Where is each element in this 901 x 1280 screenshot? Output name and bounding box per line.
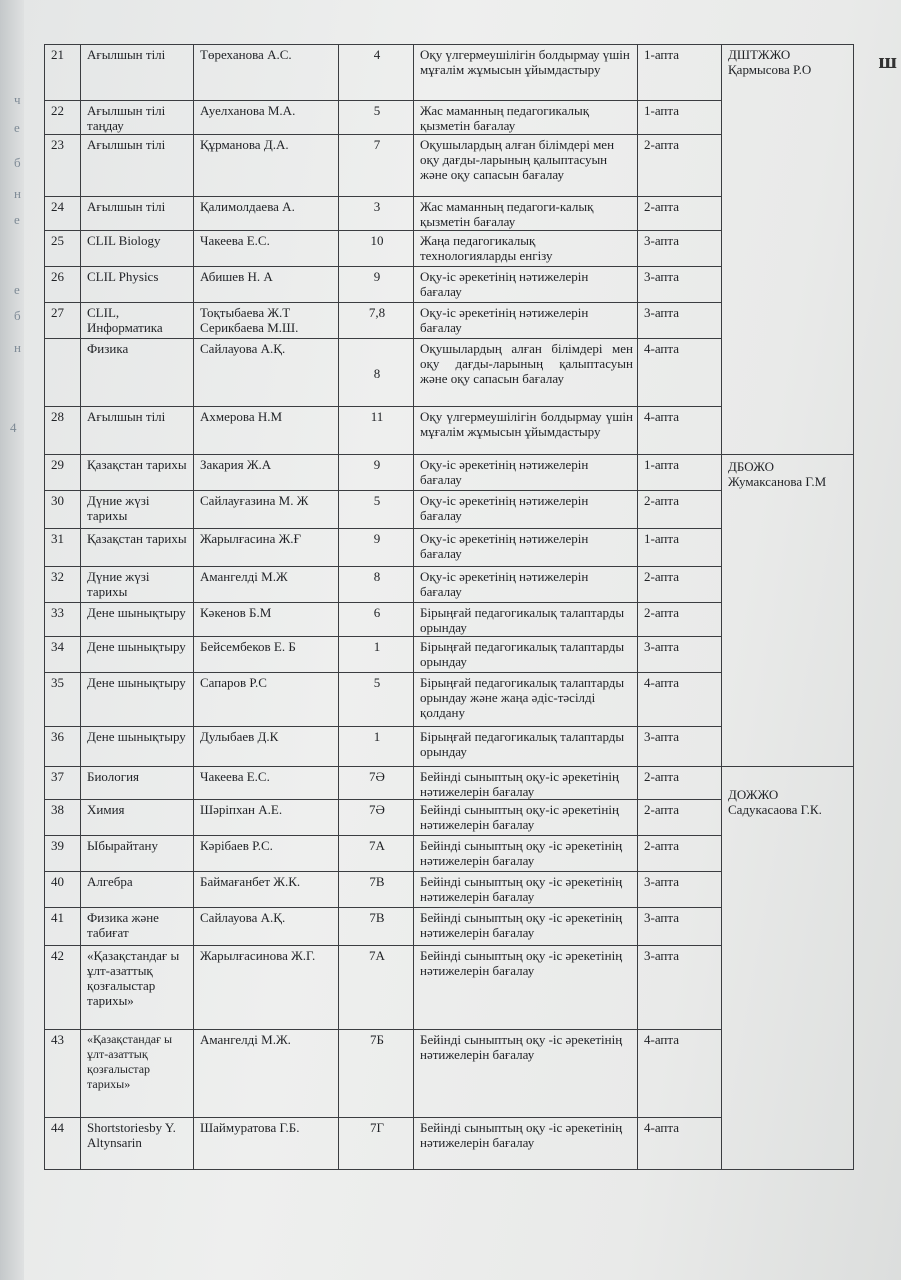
teacher-cell: Амангелді М.Ж xyxy=(194,567,339,603)
row-number: 35 xyxy=(45,673,81,727)
topic-cell: Бейінді сыныптың оқу -іс әрекетінің нәтижелерін бағалау xyxy=(414,908,638,946)
class-cell: 7А xyxy=(339,946,414,1030)
subject-cell: Ағылшын тілі xyxy=(81,135,194,197)
subject-cell: Дене шынықтыру xyxy=(81,727,194,767)
teacher-cell: Сайлауғазина М. Ж xyxy=(194,491,339,529)
row-number: 41 xyxy=(45,908,81,946)
subject-cell: Дүние жүзі тарихы xyxy=(81,567,194,603)
class-cell: 9 xyxy=(339,267,414,303)
topic-cell: Оқушылардың алған білімдері мен оқу дағды-ларының қалыптасуын және оқу сапасын бағалау xyxy=(414,339,638,407)
table-row xyxy=(45,767,854,800)
topic-cell: Оқушылардың алған білімдері мен оқу дағды-ларының қалыптасуын және оқу сапасын бағалау xyxy=(414,135,638,197)
subject-cell: «Қазақстандағ ы ұлт-азаттық қозғалыстар тарихы» xyxy=(81,946,194,1030)
teacher-cell: Чакеева Е.С. xyxy=(194,767,339,800)
class-cell: 5 xyxy=(339,491,414,529)
topic-cell: Бейінді сыныптың оқу-іс әрекетінің нәтижелерін бағалау xyxy=(414,800,638,836)
topic-cell: Оқу-іс әрекетінің нәтижелерін бағалау xyxy=(414,303,638,339)
table-row xyxy=(45,45,854,101)
week-cell: 4-апта xyxy=(638,339,722,407)
teacher-cell: Закария Ж.А xyxy=(194,455,339,491)
class-cell: 6 xyxy=(339,603,414,637)
margin-mark: е xyxy=(14,212,20,227)
responsible-role: ДОЖЖО xyxy=(728,787,779,802)
row-number: 29 xyxy=(45,455,81,491)
subject-cell: Ағылшын тілі таңдау xyxy=(81,101,194,135)
subject-cell: CLIL Physics xyxy=(81,267,194,303)
class-cell: 7Ә xyxy=(339,800,414,836)
week-cell: 3-апта xyxy=(638,231,722,267)
margin-mark: н xyxy=(14,186,21,201)
week-cell: 2-апта xyxy=(638,135,722,197)
class-cell: 5 xyxy=(339,101,414,135)
week-cell: 2-апта xyxy=(638,800,722,836)
class-cell: 7Г xyxy=(339,1118,414,1170)
topic-cell: Бейінді сыныптың оқу -іс әрекетінің нәтижелерін бағалау xyxy=(414,1030,638,1118)
teacher-cell: Төреханова А.С. xyxy=(194,45,339,101)
subject-cell: Физика және табиғат xyxy=(81,908,194,946)
week-cell: 2-апта xyxy=(638,767,722,800)
subject-cell: Ағылшын тілі xyxy=(81,407,194,455)
right-edge-mark: ш xyxy=(878,48,897,73)
table-row xyxy=(45,455,854,491)
topic-cell: Бейінді сыныптың оқу -іс әрекетінің нәтижелерін бағалау xyxy=(414,872,638,908)
responsible-name: Садукасаова Г.К. xyxy=(728,802,822,817)
row-number: 36 xyxy=(45,727,81,767)
control-plan-table xyxy=(44,44,854,1170)
class-cell: 7В xyxy=(339,908,414,946)
row-number: 23 xyxy=(45,135,81,197)
class-cell: 10 xyxy=(339,231,414,267)
class-cell: 7 xyxy=(339,135,414,197)
topic-cell: Бірыңғай педагогикалық талаптарды орындау және жаңа әдіс-тәсілді қолдану xyxy=(414,673,638,727)
teacher-cell: Ауелханова М.А. xyxy=(194,101,339,135)
class-cell: 1 xyxy=(339,637,414,673)
topic-cell: Оқу үлгермеушілігін болдырмау үшін мұғалім жұмысын ұйымдастыру xyxy=(414,45,638,101)
topic-cell: Оқу-іс әрекетінің нәтижелерін бағалау xyxy=(414,491,638,529)
row-number: 37 xyxy=(45,767,81,800)
class-cell: 7А xyxy=(339,836,414,872)
topic-cell: Жас маманның педагоги-калық қызметін бағалау xyxy=(414,197,638,231)
topic-cell: Бейінді сыныптың оқу-іс әрекетінің нәтижелерін бағалау xyxy=(414,767,638,800)
teacher-cell: Дулыбаев Д.К xyxy=(194,727,339,767)
subject-cell: Ыбырайтану xyxy=(81,836,194,872)
teacher-cell: Қалимолдаева А. xyxy=(194,197,339,231)
margin-mark: ч xyxy=(14,92,21,107)
teacher-cell: Шәріпхан А.Е. xyxy=(194,800,339,836)
class-cell: 9 xyxy=(339,529,414,567)
teacher-cell: Жарылғасина Ж.Ғ xyxy=(194,529,339,567)
row-number: 24 xyxy=(45,197,81,231)
responsible-cell xyxy=(722,45,854,455)
week-cell: 1-апта xyxy=(638,529,722,567)
row-number: 30 xyxy=(45,491,81,529)
row-number: 28 xyxy=(45,407,81,455)
subject-cell: Ағылшын тілі xyxy=(81,197,194,231)
subject-cell: «Қазақстандағ ы ұлт-азаттық қозғалыстар тарихы» xyxy=(81,1030,194,1118)
class-cell: 7,8 xyxy=(339,303,414,339)
row-number: 21 xyxy=(45,45,81,101)
subject-cell: Биология xyxy=(81,767,194,800)
week-cell: 3-апта xyxy=(638,637,722,673)
teacher-cell: Сапаров Р.С xyxy=(194,673,339,727)
week-cell: 4-апта xyxy=(638,673,722,727)
subject-cell: Қазақстан тарихы xyxy=(81,455,194,491)
row-number: 27 xyxy=(45,303,81,339)
row-number: 32 xyxy=(45,567,81,603)
row-number: 40 xyxy=(45,872,81,908)
row-number xyxy=(45,339,81,407)
subject-cell: Физика xyxy=(81,339,194,407)
responsible-cell xyxy=(722,455,854,767)
subject-cell: Дүние жүзі тарихы xyxy=(81,491,194,529)
class-cell: 1 xyxy=(339,727,414,767)
week-cell: 4-апта xyxy=(638,407,722,455)
week-cell: 3-апта xyxy=(638,946,722,1030)
margin-mark: б xyxy=(14,308,21,323)
row-number: 22 xyxy=(45,101,81,135)
class-cell: 9 xyxy=(339,455,414,491)
teacher-cell: Сайлауова А.Қ. xyxy=(194,339,339,407)
week-cell: 3-апта xyxy=(638,267,722,303)
row-number: 34 xyxy=(45,637,81,673)
teacher-cell: Кәкенов Б.М xyxy=(194,603,339,637)
class-cell: 7В xyxy=(339,872,414,908)
responsible-name: Жумаксанова Г.М xyxy=(728,474,827,489)
class-cell: 5 xyxy=(339,673,414,727)
margin-mark: н xyxy=(14,340,21,355)
subject-cell: Ағылшын тілі xyxy=(81,45,194,101)
teacher-cell: Ахмерова Н.М xyxy=(194,407,339,455)
class-cell: 7Ә xyxy=(339,767,414,800)
week-cell: 4-апта xyxy=(638,1118,722,1170)
topic-cell: Оқу-іс әрекетінің нәтижелерін бағалау xyxy=(414,529,638,567)
teacher-cell: Баймағанбет Ж.К. xyxy=(194,872,339,908)
row-number: 42 xyxy=(45,946,81,1030)
teacher-cell: Жарылғасинова Ж.Г. xyxy=(194,946,339,1030)
row-number: 26 xyxy=(45,267,81,303)
class-cell: 3 xyxy=(339,197,414,231)
topic-cell: Оқу үлгермеушілігін болдырмау үшін мұғалім жұмысын ұйымдастыру xyxy=(414,407,638,455)
responsible-name: Қармысова Р.О xyxy=(728,62,812,77)
topic-cell: Жаңа педагогикалық технологияларды енгізу xyxy=(414,231,638,267)
topic-cell: Бірыңғай педагогикалық талаптарды орындау xyxy=(414,637,638,673)
row-number: 39 xyxy=(45,836,81,872)
class-cell: 8 xyxy=(339,339,414,407)
class-cell: 11 xyxy=(339,407,414,455)
week-cell: 1-апта xyxy=(638,455,722,491)
teacher-cell: Амангелді М.Ж. xyxy=(194,1030,339,1118)
row-number: 38 xyxy=(45,800,81,836)
topic-cell: Бейінді сыныптың оқу -іс әрекетінің нәтижелерін бағалау xyxy=(414,1118,638,1170)
week-cell: 4-апта xyxy=(638,1030,722,1118)
row-number: 25 xyxy=(45,231,81,267)
row-number: 43 xyxy=(45,1030,81,1118)
responsible-cell xyxy=(722,767,854,1170)
teacher-cell: Тоқтыбаева Ж.Т Серикбаева М.Ш. xyxy=(194,303,339,339)
subject-cell: Дене шынықтыру xyxy=(81,637,194,673)
subject-cell: Shortstoriesby Y. Altynsarin xyxy=(81,1118,194,1170)
week-cell: 3-апта xyxy=(638,908,722,946)
week-cell: 1-апта xyxy=(638,101,722,135)
row-number: 44 xyxy=(45,1118,81,1170)
subject-cell: Химия xyxy=(81,800,194,836)
week-cell: 2-апта xyxy=(638,603,722,637)
week-cell: 2-апта xyxy=(638,567,722,603)
week-cell: 2-апта xyxy=(638,491,722,529)
topic-cell: Бейінді сыныптың оқу -іс әрекетінің нәтижелерін бағалау xyxy=(414,946,638,1030)
teacher-cell: Шаймуратова Г.Б. xyxy=(194,1118,339,1170)
row-number: 33 xyxy=(45,603,81,637)
subject-cell: CLIL, Информатика xyxy=(81,303,194,339)
margin-mark: 4 xyxy=(10,420,17,435)
week-cell: 2-апта xyxy=(638,197,722,231)
class-cell: 8 xyxy=(339,567,414,603)
week-cell: 1-апта xyxy=(638,45,722,101)
teacher-cell: Бейсембеков Е. Б xyxy=(194,637,339,673)
class-cell: 7Б xyxy=(339,1030,414,1118)
subject-cell: Қазақстан тарихы xyxy=(81,529,194,567)
responsible-role: ДШТЖЖО xyxy=(728,47,791,62)
teacher-cell: Құрманова Д.А. xyxy=(194,135,339,197)
week-cell: 2-апта xyxy=(638,836,722,872)
teacher-cell: Чакеева Е.С. xyxy=(194,231,339,267)
subject-cell: CLIL Biology xyxy=(81,231,194,267)
class-cell: 4 xyxy=(339,45,414,101)
topic-cell: Бейінді сыныптың оқу -іс әрекетінің нәтижелерін бағалау xyxy=(414,836,638,872)
margin-mark: б xyxy=(14,155,21,170)
topic-cell: Оқу-іс әрекетінің нәтижелерін бағалау xyxy=(414,455,638,491)
margin-mark: е xyxy=(14,282,20,297)
topic-cell: Оқу-іс әрекетінің нәтижелерін бағалау xyxy=(414,567,638,603)
week-cell: 3-апта xyxy=(638,872,722,908)
topic-cell: Оқу-іс әрекетінің нәтижелерін бағалау xyxy=(414,267,638,303)
subject-cell: Алгебра xyxy=(81,872,194,908)
subject-cell: Дене шынықтыру xyxy=(81,673,194,727)
topic-cell: Бірыңғай педагогикалық талаптарды орындау xyxy=(414,727,638,767)
row-number: 31 xyxy=(45,529,81,567)
week-cell: 3-апта xyxy=(638,303,722,339)
subject-cell: Дене шынықтыру xyxy=(81,603,194,637)
teacher-cell: Кәрібаев Р.С. xyxy=(194,836,339,872)
responsible-role: ДБОЖО xyxy=(728,459,775,474)
topic-cell: Бірыңғай педагогикалық талаптарды орындау xyxy=(414,603,638,637)
teacher-cell: Абишев Н. А xyxy=(194,267,339,303)
week-cell: 3-апта xyxy=(638,727,722,767)
margin-mark: е xyxy=(14,120,20,135)
teacher-cell: Сайлауова А.Қ. xyxy=(194,908,339,946)
topic-cell: Жас маманның педагогикалық қызметін бағалау xyxy=(414,101,638,135)
